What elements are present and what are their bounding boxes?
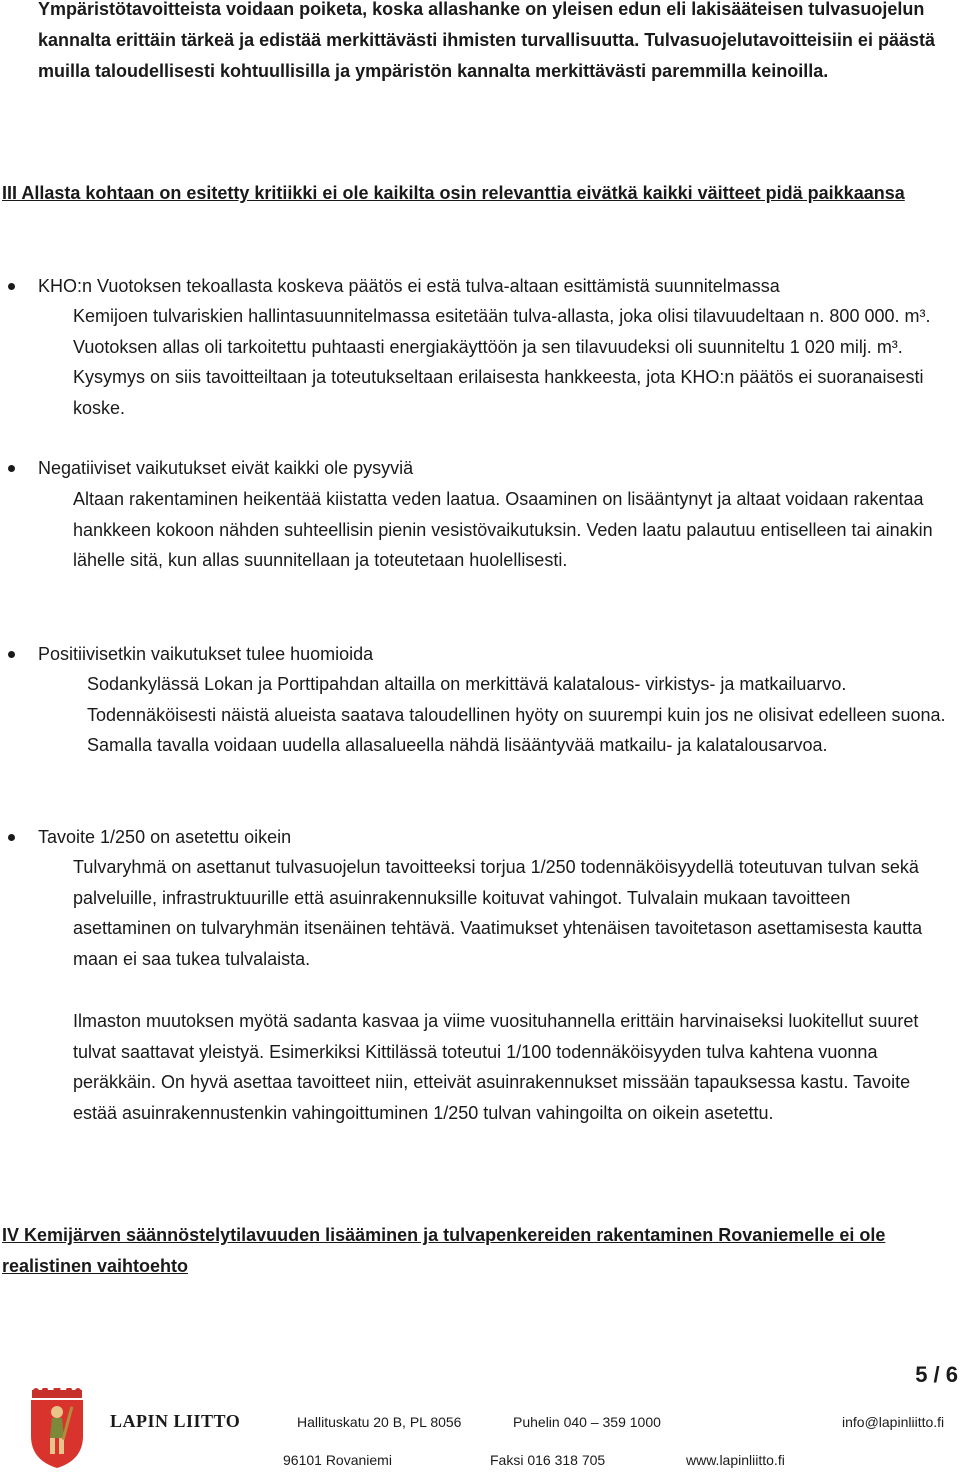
bullet-4-title: Tavoite 1/250 on asetettu oikein [38,827,292,847]
footer-city: 96101 Rovaniemi [283,1452,392,1468]
bullet-4-paragraph-1: Tulvaryhmä on asettanut tulvasuojelun tavoitteeksi torjua 1/250 todennäköisyydellä toteutuvan tulvan sekä palveluille, infrastruktuurille että asuinrakennuksille koituvat vahingot. Tulvalain mukaan tavoitteen asettaminen on tulvaryhmän itsenäinen tehtävä. Vaatimukset yhtenäisen tavoitetason asettamisesta kautta maan ei saa tukea tulvalaista. [73,857,923,969]
bullet-dot-icon [8,465,15,472]
bullet-dot-icon [8,651,15,658]
bullet-dot-icon [8,834,15,841]
intro-paragraph: Ympäristötavoitteista voidaan poiketa, koska allashanke on yleisen edun eli lakisääteisen tulvasuojelun kannalta erittäin tärkeä ja edistää merkittävästi ihmisten turvallisuutta. Tulvasuojelutavoitteisiin ei päästä muilla taloudellisesti kohtuullisilla ja ympäristön kannalta merkittävästi paremmilla keinoilla. [38,0,935,81]
coat-of-arms-icon [28,1388,86,1470]
footer-phone: Puhelin 040 – 359 1000 [513,1414,661,1430]
bullet-3-title: Positiivisetkin vaikutukset tulee huomioida [38,644,374,664]
section-3-heading: III Allasta kohtaan on esitetty kritiikki ei ole kaikilta osin relevanttia eivätkä kaikki väitteet pidä paikkaansa [2,183,905,203]
bullet-1-title: KHO:n Vuotoksen tekoallasta koskeva päätös ei estä tulva-altaan esittämistä suunnitelmassa [38,276,780,296]
footer-website[interactable]: www.lapinliitto.fi [686,1452,785,1468]
page-number: 5 / 6 [915,1362,958,1387]
bullet-1-paragraph: Kemijoen tulvariskien hallintasuunnitelmassa esitetään tulva-allasta, joka olisi tilavuudeltaan n. 800 000. m³. Vuotoksen allas oli tarkoitettu puhtaasti energiakäyttöön ja sen tilavuudeksi oli suunniteltu 1 020 milj. m³. Kysymys on siis tavoitteiltaan ja toteutukseltaan erilaisesta hankkeesta, jota KHO:n päätös ei suoranaisesti koske. [73,306,931,418]
bullet-dot-icon [8,283,15,290]
bullet-2-title: Negatiiviset vaikutukset eivät kaikki ole pysyviä [38,458,414,478]
footer-email[interactable]: info@lapinliitto.fi [842,1414,945,1430]
footer-address: Hallituskatu 20 B, PL 8056 [297,1414,462,1430]
section-4-heading: IV Kemijärven säännöstelytilavuuden lisääminen ja tulvapenkereiden rakentaminen Rovaniemelle ei ole realistinen vaihtoehto [2,1225,886,1276]
footer-fax: Faksi 016 318 705 [490,1452,606,1468]
bullet-4-paragraph-2: Ilmaston muutoksen myötä sadanta kasvaa ja viime vuosituhannella erittäin harvinaiseksi luokitellut suuret tulvat saattavat yleistyä. Esimerkiksi Kittilässä toteutui 1/100 todennäköisyyden tulva kahtena vuonna peräkkäin. On hyvä asettaa tavoitteet niin, etteivät asuinrakennukset missään tapauksessa kastu. Tavoite estää asuinrakennustenkin vahingoittuminen 1/250 tulvan vahingoilta on oikein asetettu. [73,1011,919,1123]
bullet-3-paragraph: Sodankylässä Lokan ja Porttipahdan altailla on merkittävä kalatalous- virkistys- ja matkailuarvo. Todennäköisesti näistä alueista saatava taloudellinen hyöty on suurempi kuin jos ne olisivat edelleen suona. Samalla tavalla voidaan uudella allasalueella nähdä lisääntyvää matkailu- ja kalatalousarvoa. [87,674,946,755]
bullet-2-paragraph: Altaan rakentaminen heikentää kiistatta veden laatua. Osaaminen on lisääntynyt ja altaat voidaan rakentaa hankkeen kokoon nähden suhteellisin pienin vesistövaikutuksin. Veden laatu palautuu entiselleen tai ainakin lähelle sitä, kun allas suunnitellaan ja toteutetaan huolellisesti. [73,489,933,570]
org-name: LAPIN LIITTO [110,1411,241,1431]
